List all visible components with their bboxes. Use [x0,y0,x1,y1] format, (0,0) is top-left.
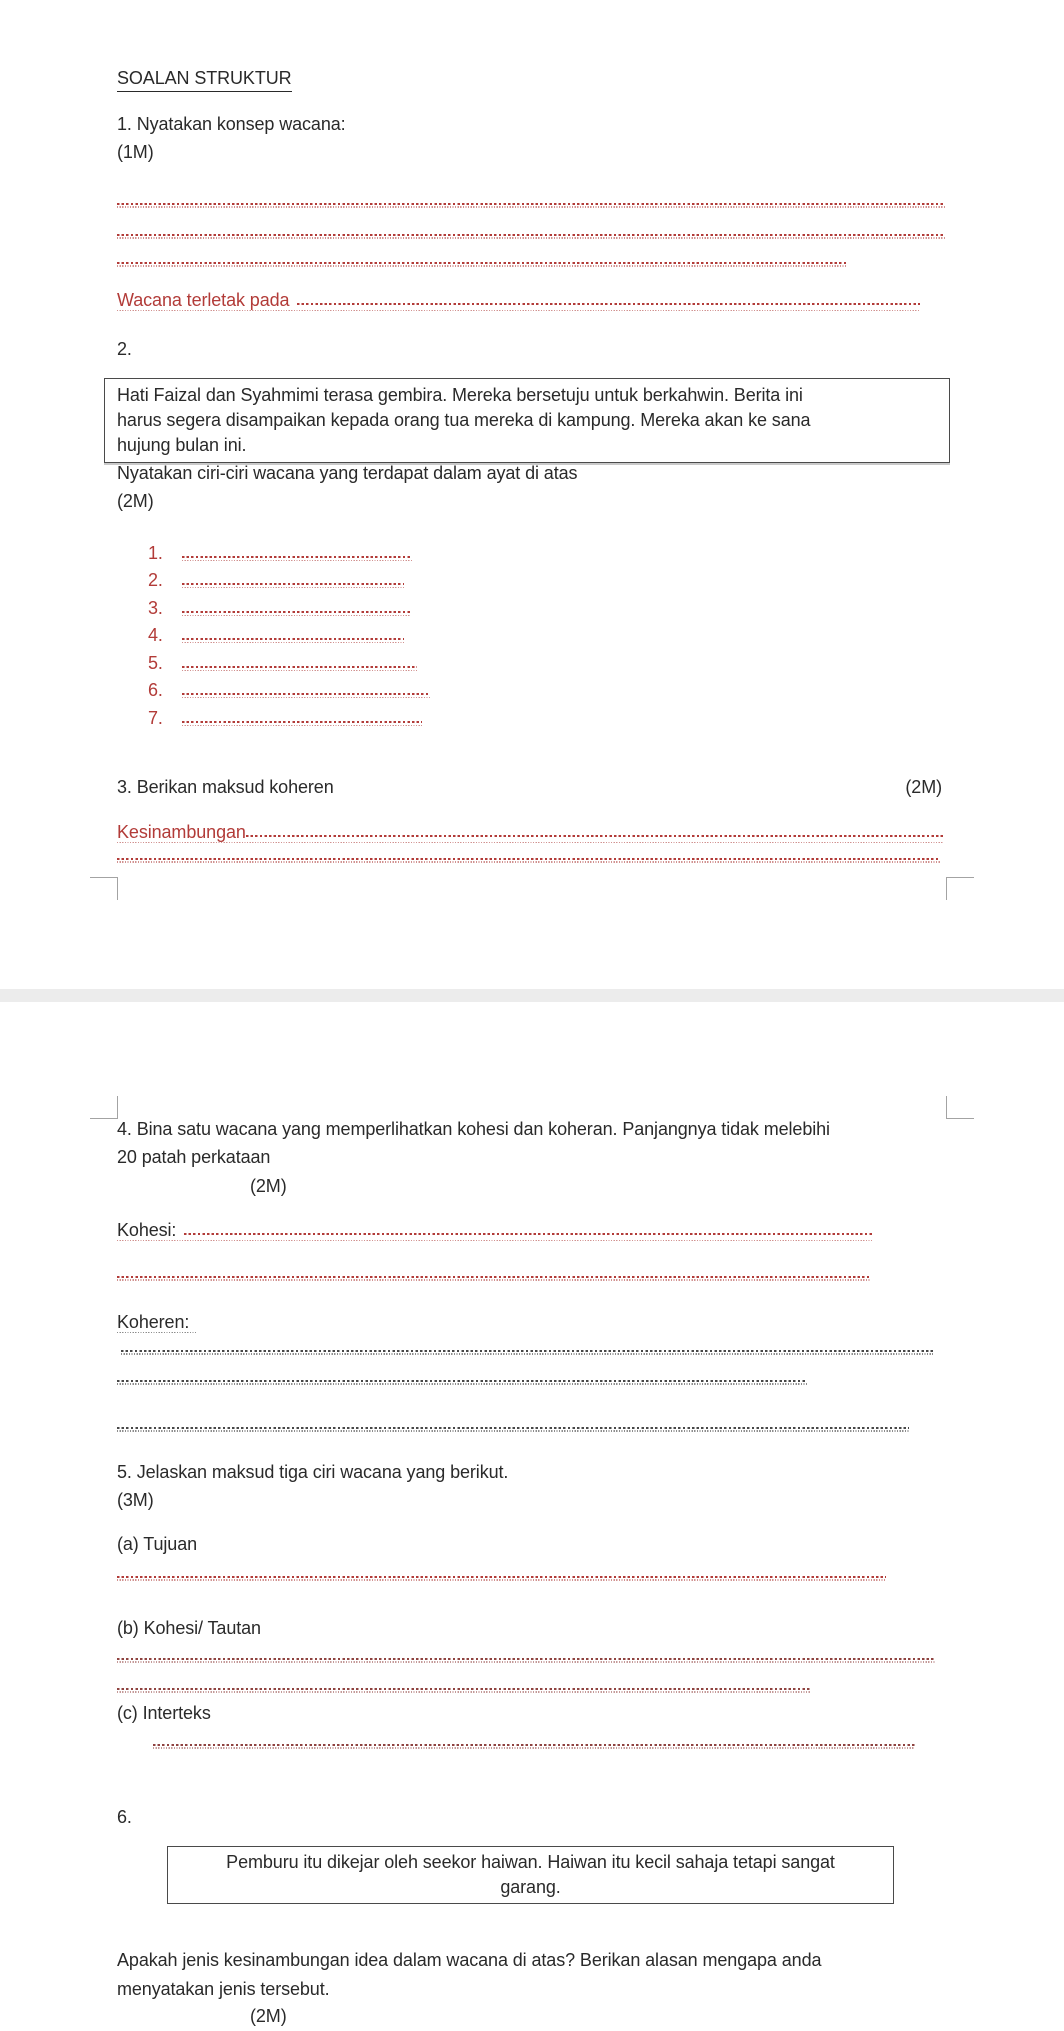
question-3-text: 3. Berikan maksud koheren [117,777,334,797]
list-item [148,623,404,647]
answer-blank-fill [182,638,404,644]
passage-line: Hati Faizal dan Syahmimi terasa gembira. Mereka bersetuju untuk berkahwin. Berita ini [117,385,803,405]
question-3-row [117,775,942,799]
question-1-marks: (1M) [117,142,154,162]
list-item [148,706,422,730]
list-number: 5. [148,653,163,673]
kohesi-row [117,1218,873,1242]
answer-blank-line [117,1688,810,1694]
list-number: 6. [148,680,163,700]
answer-blank-line [117,1276,870,1282]
kohesi-label: Kohesi: [117,1220,177,1240]
answer-blank-line [117,1576,886,1582]
page-corner-mark [90,1096,118,1119]
list-number: 4. [148,625,163,645]
answer-blank-line [117,1380,807,1386]
kesinambungan-row [117,820,943,844]
list-number: 3. [148,598,163,618]
passage-line: garang. [500,1877,561,1897]
question-2-prompt: Nyatakan ciri-ciri wacana yang terdapat dalam ayat di atas [117,463,578,483]
list-number: 1. [148,543,163,563]
page-corner-mark [946,1096,974,1119]
question-2-marks: (2M) [117,491,154,511]
answer-blank-line [117,1658,935,1664]
koheren-label: Koheren: [117,1312,190,1332]
list-number: 7. [148,708,163,728]
answer-blank-fill [182,666,417,672]
passage-line: harus segera disampaikan kepada orang tua mereka di kampung. Mereka akan ke sana [117,410,811,430]
answer-blank-fill [182,721,422,727]
question-5-text: 5. Jelaskan maksud tiga ciri wacana yang berikut. [117,1462,509,1482]
answer-blank-line [117,858,940,864]
list-number: 2. [148,570,163,590]
answer-blank-line [121,1350,933,1356]
page-corner-mark [90,877,118,900]
list-item [148,651,417,675]
answer-blank-fill [297,303,920,309]
question-6-prompt-line1: Apakah jenis kesinambungan idea dalam wacana di atas? Berikan alasan mengapa anda [117,1950,822,1970]
passage-box-q2 [104,378,950,463]
answer-blank-fill [182,693,430,699]
answer-blank-fill [246,835,943,841]
question-3-marks: (2M) [905,777,942,797]
question-6-marks: (2M) [250,2006,287,2026]
koheren-row [117,1310,197,1334]
answer-blank-line [153,1744,915,1750]
list-item [148,541,412,565]
question-4-line2: 20 patah perkataan [117,1147,271,1167]
question-4-marks: (2M) [250,1176,287,1196]
passage-line: hujung bulan ini. [117,435,247,455]
question-5b-label: (b) Kohesi/ Tautan [117,1618,261,1638]
page-separator [0,989,1064,1002]
question-5a-label: (a) Tujuan [117,1534,198,1554]
page-title: SOALAN STRUKTUR [117,66,292,92]
page-corner-mark [946,877,974,900]
answer-blank-fill [182,556,412,562]
kesinambungan-label: Kesinambungan [117,822,246,842]
list-item [148,568,404,592]
list-item [148,678,430,702]
answer-blank-fill [182,583,404,589]
question-5c-label: (c) Interteks [117,1703,211,1723]
answer-blank-line [117,203,945,209]
answer-blank-fill [184,1233,873,1239]
wacana-terletak-row [117,288,920,312]
answer-blank-fill [182,611,410,617]
list-item [148,596,410,620]
answer-blank-line [117,1427,909,1433]
question-1-text: 1. Nyatakan konsep wacana: [117,114,346,134]
question-6-number: 6. [117,1807,132,1827]
answer-blank-line [117,262,846,268]
question-5-marks: (3M) [117,1490,154,1510]
passage-line: Pemburu itu dikejar oleh seekor haiwan. Haiwan itu kecil sahaja tetapi sangat [226,1852,835,1872]
answer-blank-line [117,234,945,240]
question-4-line1: 4. Bina satu wacana yang memperlihatkan kohesi dan koheran. Panjangnya tidak melebihi [117,1119,830,1139]
wacana-terletak-label: Wacana terletak pada [117,290,290,310]
question-6-prompt-line2: menyatakan jenis tersebut. [117,1979,330,1999]
passage-box-q6 [167,1846,894,1904]
question-2-number: 2. [117,339,132,359]
